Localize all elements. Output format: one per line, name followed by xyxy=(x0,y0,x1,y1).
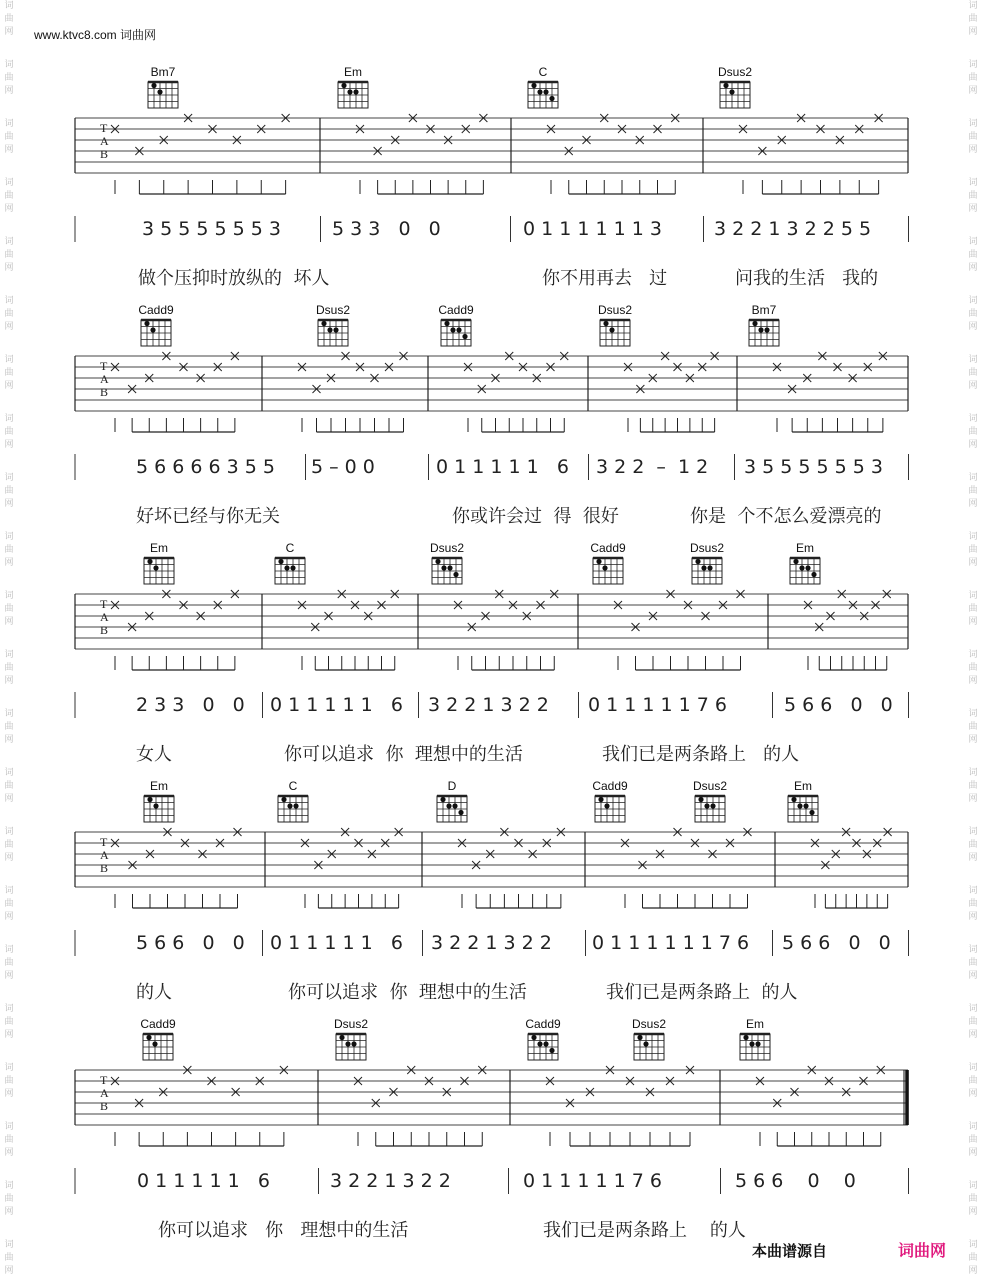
tab-clef-letter: A xyxy=(100,610,109,624)
chord-finger-dot xyxy=(755,1041,760,1046)
chord-finger-dot xyxy=(797,803,802,808)
chord-name: Em xyxy=(746,1017,764,1031)
lyric-line: 你可以追求 你 理想中的生活 xyxy=(284,744,523,765)
chord-finger-dot xyxy=(701,565,706,570)
chord-finger-dot xyxy=(604,803,609,808)
chord-finger-dot xyxy=(441,565,446,570)
chord-finger-dot xyxy=(151,83,156,88)
chord-name: Bm7 xyxy=(751,303,777,317)
tab-clef-letter: B xyxy=(100,385,109,399)
chord-finger-dot xyxy=(793,559,798,564)
jianpu-barline xyxy=(585,930,586,956)
chord-finger-dot xyxy=(603,321,608,326)
chord-finger-dot xyxy=(293,803,298,808)
jianpu-barline xyxy=(422,930,423,956)
chord-name: Em xyxy=(796,541,814,555)
jianpu-measure: 3 2 2 1 3 2 2 5 5 xyxy=(714,218,872,240)
jianpu-barline xyxy=(908,1168,909,1194)
chord-finger-dot xyxy=(446,803,451,808)
chord-finger-dot xyxy=(327,327,332,332)
chord-finger-dot xyxy=(543,1041,548,1046)
chord-finger-dot xyxy=(729,89,734,94)
jianpu-measure: 5 3 3 0 0 xyxy=(332,218,441,240)
tab-clef-letter: T xyxy=(100,359,108,373)
jianpu-measure: 0 1 1 1 1 1 6 xyxy=(270,694,403,716)
jianpu-barline xyxy=(772,930,773,956)
jianpu-barline xyxy=(720,1168,721,1194)
lyric-line: 的人 xyxy=(136,982,172,1003)
chord-name: Cadd9 xyxy=(138,303,174,317)
jianpu-barline xyxy=(305,454,306,480)
chord-finger-dot xyxy=(695,559,700,564)
chord-finger-dot xyxy=(549,1048,554,1053)
tab-clef-letter: T xyxy=(100,121,108,135)
chord-finger-dot xyxy=(643,1041,648,1046)
jianpu-measure: 5 6 6 0 0 xyxy=(735,1170,856,1192)
tab-clef-letter: T xyxy=(100,835,108,849)
chord-name: C xyxy=(288,779,298,793)
chord-finger-dot xyxy=(704,803,709,808)
chord-finger-dot xyxy=(531,83,536,88)
chord-finger-dot xyxy=(444,321,449,326)
jianpu-measure: 5 6 6 6 6 3 5 5 xyxy=(136,456,275,478)
tab-clef-letter: A xyxy=(100,372,109,386)
lyric-line: 我们已是两条路上 的人 xyxy=(543,1220,746,1241)
chord-finger-dot xyxy=(598,797,603,802)
chord-finger-dot xyxy=(803,803,808,808)
chord-finger-dot xyxy=(549,96,554,101)
jianpu-measure: 3 2 2 1 3 2 2 xyxy=(428,694,549,716)
jianpu-barline xyxy=(588,454,589,480)
chord-finger-dot xyxy=(157,89,162,94)
chord-name: Cadd9 xyxy=(438,303,474,317)
lyric-line: 我们已是两条路上 的人 xyxy=(602,744,800,765)
chord-finger-dot xyxy=(710,803,715,808)
chord-name: Em xyxy=(344,65,362,79)
chord-finger-dot xyxy=(805,565,810,570)
chord-name: D xyxy=(447,779,457,793)
chord-name: Cadd9 xyxy=(592,779,628,793)
jianpu-measure: 5 6 6 0 0 xyxy=(136,932,245,954)
chord-finger-dot xyxy=(153,565,158,570)
chord-finger-dot xyxy=(341,83,346,88)
jianpu-barline xyxy=(508,1168,509,1194)
chord-finger-dot xyxy=(333,327,338,332)
tab-clef-letter: B xyxy=(100,147,109,161)
lyric-line: 好坏已经与你无关 xyxy=(136,506,280,527)
tab-clef-letter: A xyxy=(100,134,109,148)
chord-finger-dot xyxy=(602,565,607,570)
chord-finger-dot xyxy=(809,810,814,815)
chord-name: C xyxy=(285,541,295,555)
chord-name: Dsus2 xyxy=(717,65,753,79)
chord-finger-dot xyxy=(339,1035,344,1040)
lyric-line: 做个压抑时放纵的 坏人 xyxy=(138,268,330,289)
chord-name: Cadd9 xyxy=(525,1017,561,1031)
left-watermark-strip: 词 曲 网 词 曲 网 词 曲 网 词 曲 网 词 曲 网 词 曲 网 词 曲 网 词 曲 网 词 曲 网 词 曲 网 词 曲 网 词 曲 网 词 曲 网 词 曲 网 词 曲 网 词 曲 网 词 曲 网 词 曲 网 词 曲 网 词 曲 网 词 曲 网 词 曲 网 xyxy=(4,1,14,1276)
chord-finger-dot xyxy=(764,327,769,332)
chord-name: Dsus2 xyxy=(692,779,728,793)
chord-finger-dot xyxy=(758,327,763,332)
chord-name: Dsus2 xyxy=(333,1017,369,1031)
tab-clef-letter: T xyxy=(100,1073,108,1087)
lyric-line: 你可以追求 你 理想中的生活 xyxy=(288,982,527,1003)
brand-logo-text: 词曲网 xyxy=(898,1241,947,1260)
chord-finger-dot xyxy=(284,565,289,570)
chord-finger-dot xyxy=(799,565,804,570)
jianpu-barline xyxy=(428,454,429,480)
chord-finger-dot xyxy=(435,559,440,564)
lyric-line: 你是 个不怎么爱漂亮的 xyxy=(690,506,882,527)
tab-clef-letter: B xyxy=(100,1099,109,1113)
chord-name: Em xyxy=(794,779,812,793)
site-url: www.ktvc8.com 词曲网 xyxy=(34,28,157,42)
jianpu-measure: 0 1 1 1 1 1 7 6 xyxy=(523,1170,662,1192)
chord-finger-dot xyxy=(452,803,457,808)
jianpu-measure: 2 3 3 0 0 xyxy=(136,694,245,716)
jianpu-measure: 0 1 1 1 1 1 6 xyxy=(137,1170,270,1192)
jianpu-barline xyxy=(510,216,511,242)
chord-finger-dot xyxy=(743,1035,748,1040)
tab-clef-letter: T xyxy=(100,597,108,611)
chord-finger-dot xyxy=(537,1041,542,1046)
chord-name: Em xyxy=(150,779,168,793)
chord-finger-dot xyxy=(450,327,455,332)
chord-finger-dot xyxy=(347,89,352,94)
chord-finger-dot xyxy=(456,327,461,332)
chord-finger-dot xyxy=(453,572,458,577)
jianpu-measure: 0 1 1 1 1 1 1 3 xyxy=(523,218,662,240)
lyric-line: 女人 xyxy=(136,744,172,765)
jianpu-barline xyxy=(734,454,735,480)
chord-finger-dot xyxy=(749,1041,754,1046)
jianpu-measure: 3 5 5 5 5 5 5 3 xyxy=(744,456,883,478)
lyric-line: 问我的生活 我的 xyxy=(735,268,879,289)
right-watermark-strip: 词 曲 网 词 曲 网 词 曲 网 词 曲 网 词 曲 网 词 曲 网 词 曲 网 词 曲 网 词 曲 网 词 曲 网 词 曲 网 词 曲 网 词 曲 网 词 曲 网 词 曲 网 词 曲 网 词 曲 网 词 曲 网 词 曲 网 词 曲 网 词 曲 网 词 曲 网 xyxy=(968,1,978,1276)
jianpu-measure: 5 6 6 0 0 xyxy=(784,694,893,716)
chord-name: Dsus2 xyxy=(631,1017,667,1031)
chord-name: Em xyxy=(150,541,168,555)
jianpu-barline xyxy=(908,216,909,242)
chord-finger-dot xyxy=(811,572,816,577)
chord-name: Cadd9 xyxy=(140,1017,176,1031)
chord-finger-dot xyxy=(152,1041,157,1046)
chord-finger-dot xyxy=(458,810,463,815)
chord-finger-dot xyxy=(609,327,614,332)
tab-clef-letter: A xyxy=(100,848,109,862)
jianpu-barline xyxy=(320,216,321,242)
chord-finger-dot xyxy=(537,89,542,94)
chord-finger-dot xyxy=(596,559,601,564)
chord-name: Dsus2 xyxy=(429,541,465,555)
lyric-line: 我们已是两条路上 的人 xyxy=(606,982,798,1003)
tab-clef-letter: B xyxy=(100,861,109,875)
chord-name: Dsus2 xyxy=(689,541,725,555)
chord-finger-dot xyxy=(281,797,286,802)
jianpu-measure: 5 – 0 0 xyxy=(311,456,375,478)
chord-name: Bm7 xyxy=(150,65,176,79)
jianpu-barline xyxy=(908,930,909,956)
chord-finger-dot xyxy=(345,1041,350,1046)
chord-finger-dot xyxy=(698,797,703,802)
chord-finger-dot xyxy=(447,565,452,570)
chord-finger-dot xyxy=(752,321,757,326)
chord-finger-dot xyxy=(146,1035,151,1040)
chord-finger-dot xyxy=(150,327,155,332)
chord-finger-dot xyxy=(147,797,152,802)
jianpu-measure: 0 1 1 1 1 1 6 xyxy=(270,932,403,954)
chord-finger-dot xyxy=(278,559,283,564)
jianpu-barline xyxy=(703,216,704,242)
jianpu-barline xyxy=(772,692,773,718)
chord-finger-dot xyxy=(462,334,467,339)
chord-finger-dot xyxy=(531,1035,536,1040)
jianpu-measure: 3 2 2 1 3 2 2 xyxy=(330,1170,451,1192)
chord-name: Dsus2 xyxy=(597,303,633,317)
jianpu-measure: 0 1 1 1 1 1 7 6 xyxy=(588,694,727,716)
chord-finger-dot xyxy=(440,797,445,802)
chord-finger-dot xyxy=(147,559,152,564)
jianpu-measure: 5 6 6 0 0 xyxy=(782,932,891,954)
jianpu-barline xyxy=(262,692,263,718)
chord-name: Cadd9 xyxy=(590,541,626,555)
chord-finger-dot xyxy=(707,565,712,570)
jianpu-barline xyxy=(318,1168,319,1194)
jianpu-barline xyxy=(262,930,263,956)
chord-finger-dot xyxy=(543,89,548,94)
chord-finger-dot xyxy=(791,797,796,802)
chord-finger-dot xyxy=(351,1041,356,1046)
tab-clef-letter: A xyxy=(100,1086,109,1100)
jianpu-measure: 0 1 1 1 1 1 6 xyxy=(436,456,569,478)
jianpu-barline xyxy=(418,692,419,718)
lyric-line: 你可以追求 你 理想中的生活 xyxy=(158,1220,409,1241)
jianpu-measure: 3 2 2 1 3 2 2 xyxy=(431,932,552,954)
source-label: 本曲谱源自 xyxy=(752,1242,828,1260)
chord-finger-dot xyxy=(153,803,158,808)
jianpu-measure: 3 5 5 5 5 5 5 3 xyxy=(142,218,281,240)
chord-name: Dsus2 xyxy=(315,303,351,317)
chord-finger-dot xyxy=(321,321,326,326)
chord-name: C xyxy=(538,65,548,79)
chord-finger-dot xyxy=(287,803,292,808)
jianpu-barline xyxy=(908,454,909,480)
jianpu-measure: 0 1 1 1 1 1 1 7 6 xyxy=(592,932,750,954)
lyric-line: 你或许会过 得 很好 xyxy=(452,506,619,527)
chord-finger-dot xyxy=(637,1035,642,1040)
tab-clef-letter: B xyxy=(100,623,109,637)
jianpu-measure: 3 2 2 – 1 2 xyxy=(596,456,709,478)
chord-finger-dot xyxy=(353,89,358,94)
chord-finger-dot xyxy=(290,565,295,570)
jianpu-barline xyxy=(578,692,579,718)
chord-finger-dot xyxy=(144,321,149,326)
lyric-line: 你不用再去 过 xyxy=(542,268,668,289)
chord-finger-dot xyxy=(723,83,728,88)
jianpu-barline xyxy=(908,692,909,718)
